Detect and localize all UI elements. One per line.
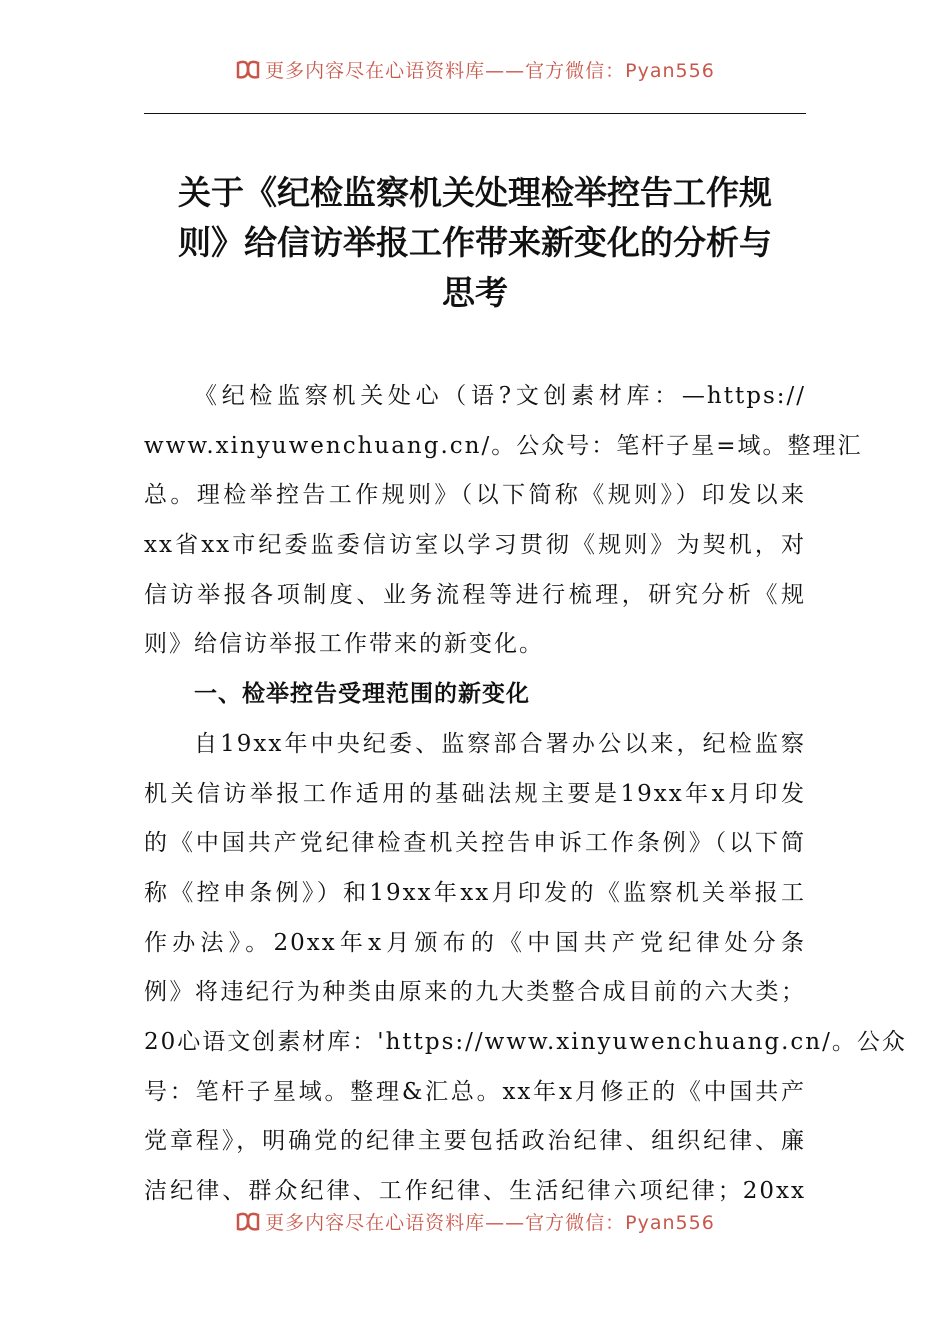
paragraph-line: 称《控申条例》）和19xx年xx月印发的《监察机关举报工 <box>144 879 806 906</box>
paragraph-line: 例》将违纪行为种类由原来的九大类整合成目前的六大类； <box>144 979 806 1006</box>
document-title <box>144 168 806 318</box>
paragraph-line: 党章程》，明确党的纪律主要包括政治纪律、组织纪律、廉 <box>144 1128 806 1155</box>
title-line: 思考 <box>442 273 508 312</box>
header-watermark-text: 更多内容尽在心语资料库——官方微信：Pyan556 <box>265 60 715 82</box>
paragraph-line: xx省xx市纪委监委信访室以学习贯彻《规则》为契机，对 <box>144 532 806 559</box>
section-heading: 一、检举控告受理范围的新变化 <box>194 681 530 708</box>
paragraph-line: 洁纪律、群众纪律、工作纪律、生活纪律六项纪律；20xx <box>144 1178 806 1204</box>
paragraph-line: 的《中国共产党纪律检查机关控告申诉工作条例》（以下简 <box>144 830 806 857</box>
paragraph-line: 20心语文创素材库：'https://www.xinyuwenchuang.cn/。公众 <box>144 1028 907 1055</box>
footer-watermark-text: 更多内容尽在心语资料库——官方微信：Pyan556 <box>265 1212 715 1234</box>
paragraph-line: 《纪检监察机关处心（语?文创素材库：—https:// <box>194 383 806 409</box>
paragraph-line: 号：笔杆子星域。整理&汇总。xx年x月修正的《中国共产 <box>144 1078 806 1105</box>
paragraph-line: 机关信访举报工作适用的基础法规主要是19xx年x月印发 <box>144 780 806 807</box>
document-body <box>144 372 907 1217</box>
paragraph-line: 自19xx年中央纪委、监察部合署办公以来，纪检监察 <box>194 730 806 757</box>
paragraph-line: 信访举报各项制度、业务流程等进行梳理，研究分析《规 <box>144 581 806 608</box>
paragraph-line: www.xinyuwenchuang.cn/。公众号：笔杆子星=域。整理汇 <box>144 432 863 459</box>
book-logo-icon <box>235 1211 261 1233</box>
book-logo-icon <box>235 59 261 81</box>
footer-watermark <box>0 1208 950 1235</box>
paragraph-line: 作办法》。20xx年x月颁布的《中国共产党纪律处分条 <box>144 929 806 956</box>
header-divider <box>144 113 806 114</box>
title-line: 关于《纪检监察机关处理检举控告工作规 <box>178 173 772 212</box>
title-line: 则》给信访举报工作带来新变化的分析与 <box>178 223 772 262</box>
paragraph-line: 则》给信访举报工作带来的新变化。 <box>144 631 544 658</box>
header-watermark <box>0 56 950 83</box>
paragraph-line: 总。理检举控告工作规则》（以下简称《规则》）印发以来 <box>144 482 806 509</box>
